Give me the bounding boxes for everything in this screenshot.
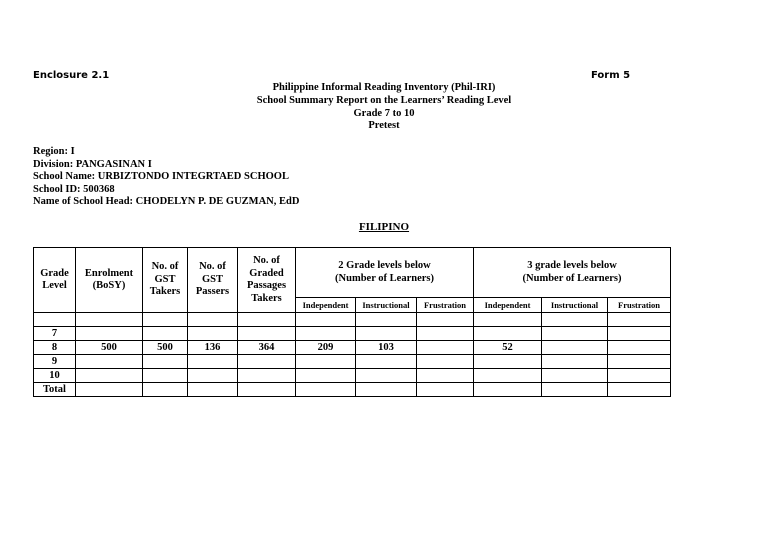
table-row: [34, 355, 671, 369]
division-line: Division: PANGASINAN I: [33, 158, 152, 170]
school-name-line: School Name: URBIZTONDO INTEGRTAED SCHOOL: [33, 171, 289, 183]
table-cell: [474, 313, 542, 327]
header-three-levels-line: 3 grade levels below: [527, 260, 617, 271]
summary-table: [33, 247, 671, 397]
table-cell: [474, 383, 542, 397]
grade-level-cell: [34, 313, 76, 327]
table-cell: [296, 369, 356, 383]
table-cell: [76, 327, 143, 341]
header-gst-takers: No. of GST Takers: [143, 248, 188, 313]
table-cell: 103: [356, 341, 417, 355]
table-cell: [608, 369, 671, 383]
table-cell: [417, 355, 474, 369]
table-cell: [238, 313, 296, 327]
table-cell: [143, 355, 188, 369]
region-line: Region: I: [33, 146, 75, 157]
table-cell: [238, 369, 296, 383]
table-cell: [356, 313, 417, 327]
header-gst-passers: No. of GST Passers: [188, 248, 238, 313]
table-cell: [356, 383, 417, 397]
subheader-independent: Independent: [474, 298, 542, 313]
table-cell: [76, 355, 143, 369]
header-three-levels-below: [474, 248, 671, 298]
table-cell: [542, 341, 608, 355]
grade-level-cell: Total: [34, 383, 76, 397]
table-cell: [143, 369, 188, 383]
table-cell: [356, 327, 417, 341]
form-label: Form 5: [591, 70, 631, 81]
table-cell: 364: [238, 341, 296, 355]
subheader-frustration: Frustration: [608, 298, 671, 313]
table-cell: [238, 327, 296, 341]
title-line: Grade 7 to 10: [353, 107, 415, 119]
title-line: School Summary Report on the Learners’ Reading Level: [256, 94, 512, 106]
table-cell: [417, 341, 474, 355]
table-cell: [356, 355, 417, 369]
table-cell: [542, 355, 608, 369]
table-cell: [474, 369, 542, 383]
title-line: Philippine Informal Reading Inventory (Phil-IRI): [272, 82, 496, 93]
table-cell: [608, 327, 671, 341]
table-cell: 52: [474, 341, 542, 355]
table-cell: [417, 369, 474, 383]
table-cell: [188, 313, 238, 327]
table-cell: 500: [143, 341, 188, 355]
table-cell: [76, 313, 143, 327]
table-cell: [296, 355, 356, 369]
table-cell: [143, 383, 188, 397]
table-cell: [356, 369, 417, 383]
table-cell: [238, 355, 296, 369]
table-cell: [608, 383, 671, 397]
header-two-levels-below: [296, 248, 474, 298]
table-cell: 500: [76, 341, 143, 355]
table-cell: [188, 355, 238, 369]
header-three-levels-line: (Number of Learners): [522, 272, 622, 284]
table-cell: [542, 327, 608, 341]
table-cell: [542, 383, 608, 397]
table-cell: [188, 369, 238, 383]
grade-level-cell: 8: [34, 341, 76, 355]
table-cell: [608, 355, 671, 369]
subheader-instructional: Instructional: [356, 298, 417, 313]
school-id-line: School ID: 500368: [33, 183, 115, 195]
header-enrolment: Enrolment (BoSY): [76, 248, 143, 313]
header-graded-passages: No. of Graded Passages Takers: [238, 248, 296, 313]
table-cell: [474, 355, 542, 369]
table-cell: [238, 383, 296, 397]
table-cell: [296, 327, 356, 341]
table-cell: [608, 341, 671, 355]
table-cell: [188, 327, 238, 341]
table-cell: [542, 369, 608, 383]
table-cell: [188, 383, 238, 397]
header-two-levels-line: (Number of Learners): [335, 272, 434, 284]
table-row: [34, 341, 671, 355]
table-cell: 209: [296, 341, 356, 355]
enclosure-label: Enclosure 2.1: [33, 70, 110, 81]
school-info: [33, 146, 299, 209]
table-cell: [417, 383, 474, 397]
title-line: Pretest: [368, 120, 400, 132]
table-cell: [143, 313, 188, 327]
table-cell: [474, 327, 542, 341]
table-cell: [143, 327, 188, 341]
table-cell: [76, 383, 143, 397]
table-cell: [76, 369, 143, 383]
table-cell: [608, 313, 671, 327]
table-row: [34, 313, 671, 327]
grade-level-cell: 10: [34, 369, 76, 383]
table-row: [34, 383, 671, 397]
subheader-independent: Independent: [296, 298, 356, 313]
subheader-frustration: Frustration: [417, 298, 474, 313]
table-cell: [542, 313, 608, 327]
header-two-levels-line: 2 Grade levels below: [338, 260, 431, 271]
table-cell: 136: [188, 341, 238, 355]
table-cell: [417, 313, 474, 327]
table-cell: [296, 313, 356, 327]
table-cell: [296, 383, 356, 397]
grade-level-cell: 9: [34, 355, 76, 369]
table-row: [34, 369, 671, 383]
table-row: [34, 327, 671, 341]
header-grade-level: Grade Level: [34, 248, 76, 313]
table-cell: [417, 327, 474, 341]
subheader-instructional: Instructional: [542, 298, 608, 313]
grade-level-cell: 7: [34, 327, 76, 341]
school-head-line: Name of School Head: CHODELYN P. DE GUZMAN, EdD: [33, 196, 300, 208]
subject-title: FILIPINO: [358, 221, 410, 233]
report-title: [0, 82, 768, 133]
